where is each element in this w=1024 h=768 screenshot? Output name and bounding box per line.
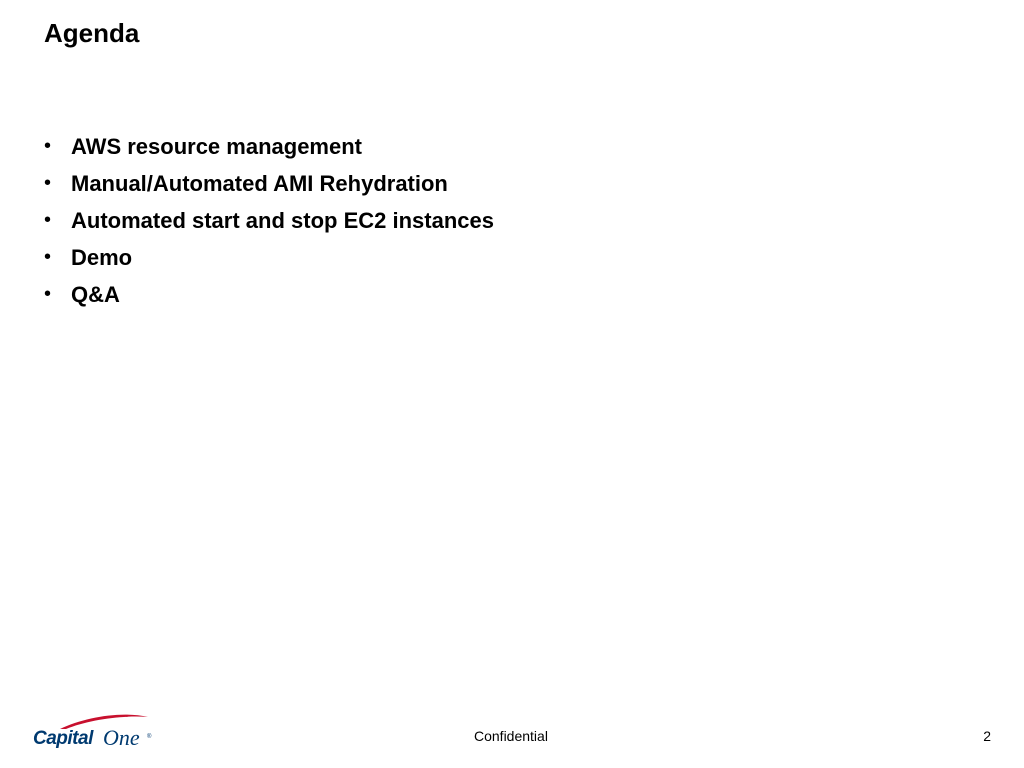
logo-wordmark-one: One bbox=[103, 725, 140, 750]
agenda-item-label: Automated start and stop EC2 instances bbox=[71, 207, 494, 233]
slide-title: Agenda bbox=[44, 18, 140, 48]
agenda-item-qa bbox=[44, 276, 494, 313]
bullet-icon: • bbox=[44, 283, 52, 305]
logo-wordmark: Capital bbox=[33, 728, 93, 749]
confidential-label: Confidential bbox=[474, 728, 548, 744]
agenda-item-ec2-start-stop bbox=[44, 202, 494, 239]
bullet-icon: • bbox=[44, 172, 52, 194]
bullet-icon: • bbox=[44, 246, 52, 268]
page-number: 2 bbox=[983, 728, 991, 744]
agenda-list bbox=[44, 128, 494, 313]
agenda-item-demo bbox=[44, 239, 494, 276]
agenda-item-label: AWS resource management bbox=[71, 133, 362, 159]
agenda-item-label: Q&A bbox=[71, 281, 120, 307]
agenda-item-ami-rehydration bbox=[44, 165, 494, 202]
bullet-icon: • bbox=[44, 209, 52, 231]
agenda-item-label: Demo bbox=[71, 244, 133, 270]
capital-one-logo-icon bbox=[30, 708, 156, 756]
registered-mark-icon: ® bbox=[147, 734, 152, 740]
agenda-item-label: Manual/Automated AMI Rehydration bbox=[71, 170, 448, 196]
bullet-icon: • bbox=[44, 135, 52, 157]
agenda-item-aws-resource-management bbox=[44, 128, 494, 165]
